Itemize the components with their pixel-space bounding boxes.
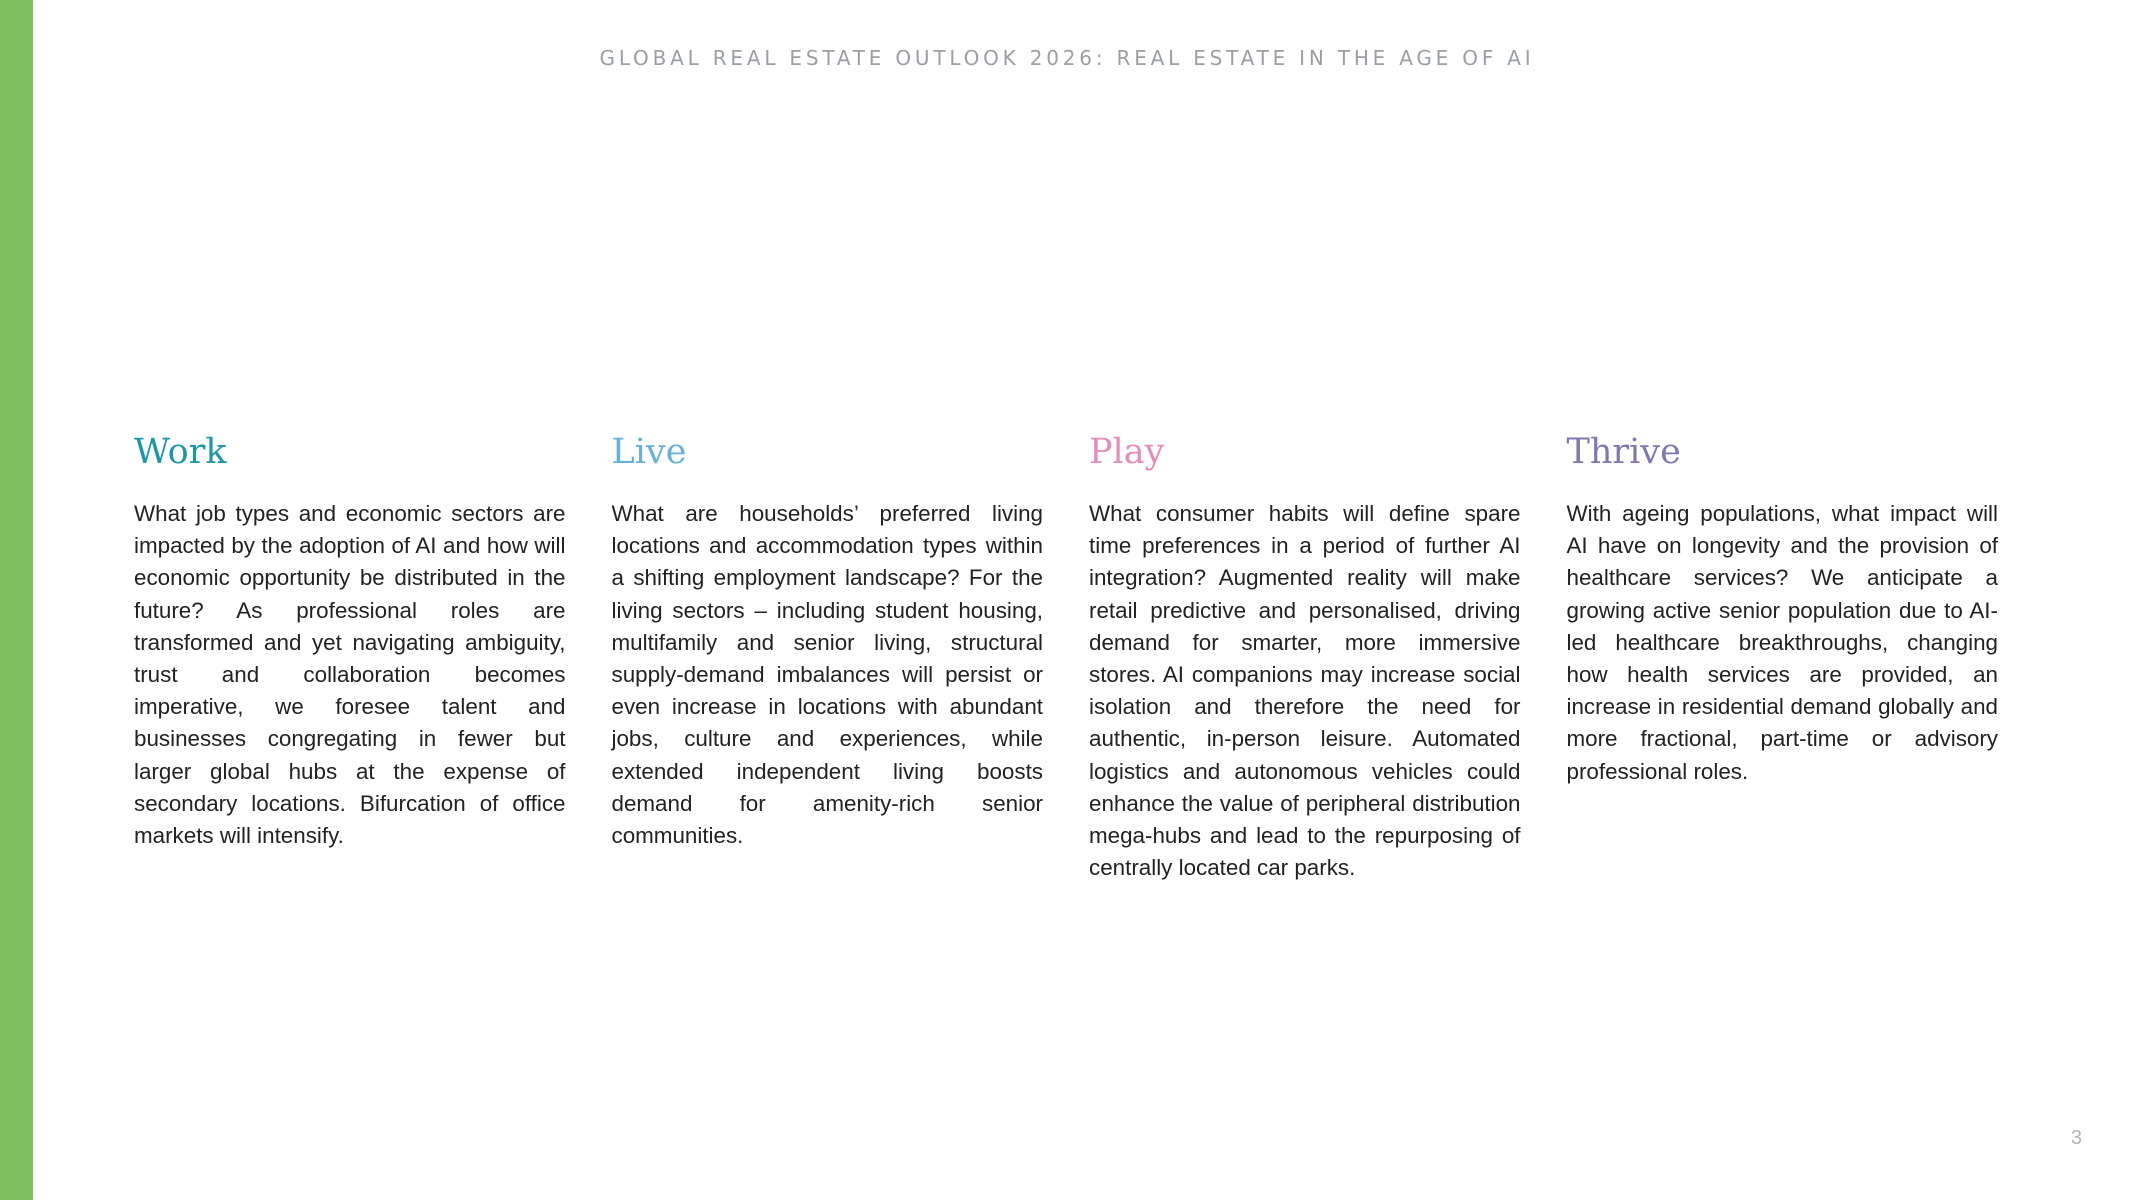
column-title-work: Work [134, 432, 227, 472]
green-accent-bar [0, 0, 33, 1200]
column-work [134, 432, 566, 884]
column-body-play: What consumer habits will define spare time preferences in a period of further AI integration? Augmented reality will make retail predictive and personalised, driving demand for smarter, more immersive stores. AI companions may increase social isolation and therefore the need for authentic, in-person leisure. Automated logistics and autonomous vehicles could enhance the value of peripheral distribution mega-hubs and lead to the repurposing of centrally located car parks. [1089, 501, 1521, 881]
column-title-live: Live [611, 432, 687, 472]
column-thrive [1567, 432, 1999, 884]
column-title-play: Play [1089, 432, 1165, 472]
column-body-work: What job types and economic sectors are impacted by the adoption of AI and how will economic opportunity be distributed in the future? As professional roles are transformed and yet navigating ambiguity, trust and collaboration becomes imperative, we foresee talent and businesses congregating in fewer but larger global hubs at the expense of secondary locations. Bifurcation of office markets will intensify. [134, 501, 566, 849]
column-body-live: What are households’ preferred living locations and accommodation types within a shifting employment landscape? For the living sectors – including student housing, multifamily and senior living, structural supply-demand imbalances will persist or even increase in locations with abundant jobs, culture and experiences, while extended independent living boosts demand for amenity-rich senior communities. [611, 501, 1043, 849]
page-number: 3 [2070, 1127, 2082, 1149]
running-header: GLOBAL REAL ESTATE OUTLOOK 2026: REAL ESTATE IN THE AGE OF AI [599, 46, 1535, 70]
column-body-thrive: With ageing populations, what impact will AI have on longevity and the provision of healthcare services? We anticipate a growing active senior population due to AI-led healthcare breakthroughs, changing how health services are provided, an increase in residential demand globally and more fractional, part-time or advisory professional roles. [1566, 501, 1998, 784]
column-live [612, 432, 1044, 884]
column-play [1089, 432, 1521, 884]
themes-columns [134, 432, 1998, 884]
column-title-thrive: Thrive [1566, 432, 1681, 472]
